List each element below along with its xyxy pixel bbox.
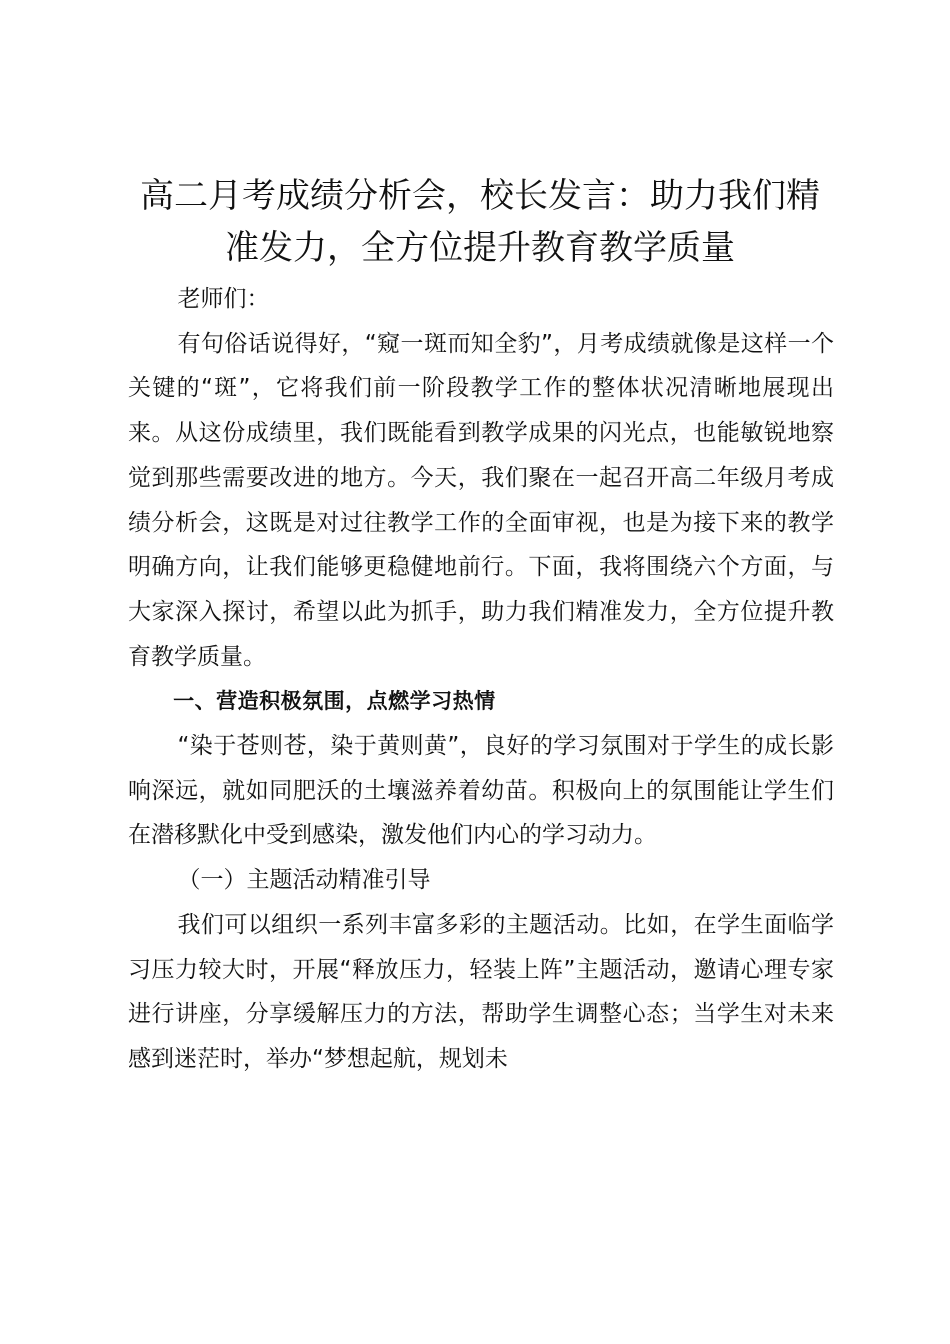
intro-paragraph: 有句俗话说得好，“窥一斑而知全豹”，月考成绩就像是这样一个关键的“斑”，它将我们前一阶段教学工作的整体状况清晰地展现出来。从这份成绩里，我们既能看到教学成果的闪光点，也能敏锐地察觉到那些需要改进的地方。今天，我们聚在一起召开高二年级月考成绩分析会，这既是对过往教学工作的全面审视，也是为接下来的教学明确方向，让我们能够更稳健地前行。下面，我将围绕六个方面，与大家深入探讨，希望以此为抓手，助力我们精准发力，全方位提升教育教学质量。 (128, 330, 834, 670)
subsection-heading-1: （一）主题活动精准引导 (177, 867, 431, 894)
salutation: 老师们： (177, 286, 270, 312)
section-1-paragraph: “染于苍则苍，染于黄则黄”，良好的学习氛围对于学生的成长影响深远，就如同肥沃的土壤滋养着幼苗。积极向上的氛围能让学生们在潜移默化中受到感染，激发他们内心的学习动力。 (128, 733, 834, 849)
section-heading-1: 一、营造积极氛围，点燃学习热情 (173, 688, 496, 714)
title-line-2: 准发力，全方位提升教育教学质量 (225, 228, 735, 268)
document-title (110, 170, 850, 274)
title-line-1: 高二月考成绩分析会，校长发言：助力我们精 (140, 176, 820, 216)
subsection-1-paragraph: 我们可以组织一系列丰富多彩的主题活动。比如，在学生面临学习压力较大时，开展“释放压力，轻装上阵”主题活动，邀请心理专家进行讲座，分享缓解压力的方法，帮助学生调整心态；当学生对未来感到迷茫时，举办“梦想起航，规划未 (128, 911, 834, 1072)
document-body (128, 277, 834, 1082)
